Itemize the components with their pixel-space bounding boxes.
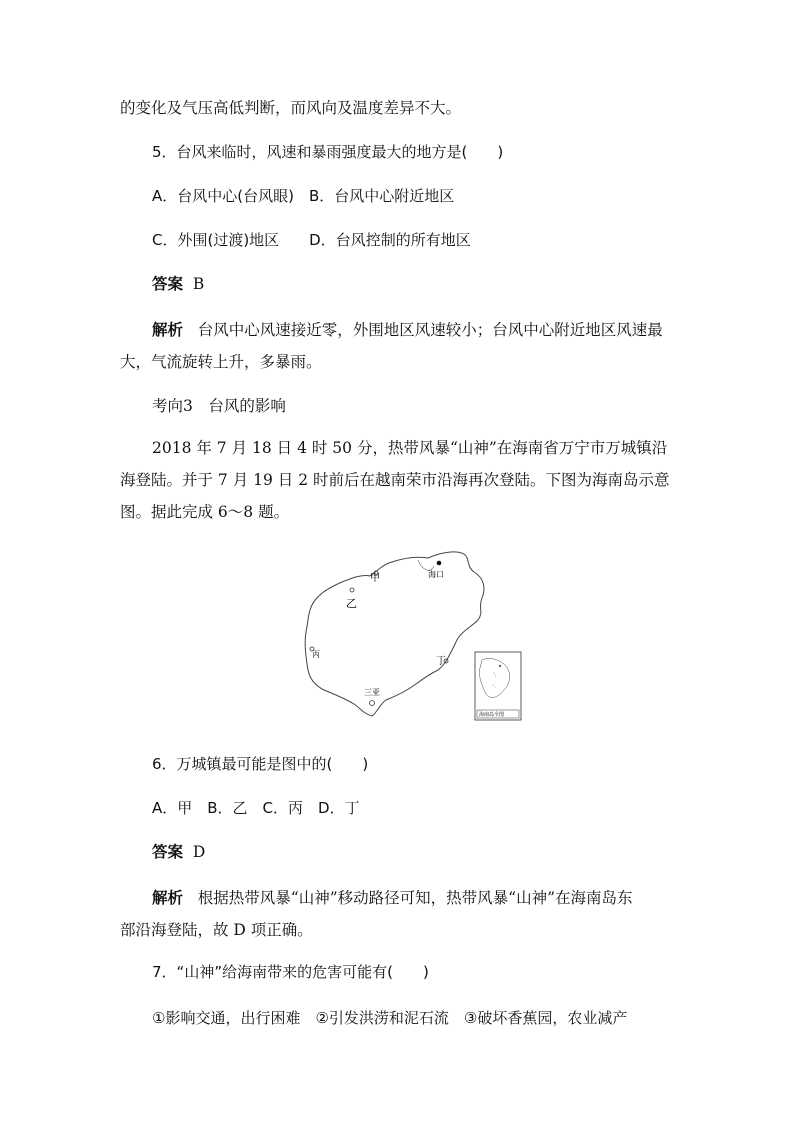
passage-line-3: 图。据此完成 6～8 题。 — [120, 503, 290, 521]
answer-5 — [152, 274, 204, 294]
analysis-label: 解析 — [152, 320, 184, 339]
question-5-options-cd: C．外围(过渡)地区 D．台风控制的所有地区 — [152, 231, 471, 249]
question-6-options: A．甲 B．乙 C．丙 D．丁 — [152, 799, 360, 817]
text-line: 的变化及气压高低判断，而风向及温度差异不大。 — [120, 99, 462, 117]
bing-label: 丙 — [312, 650, 320, 659]
haikou-label: 海口 — [428, 570, 444, 579]
jia-label: 甲 — [370, 573, 380, 584]
analysis-text: 台风中心风速接近零，外围地区风速较小；台风中心附近地区风速最 — [197, 321, 663, 339]
island-outline — [305, 552, 484, 716]
question-7-options: ①影响交通，出行困难 ②引发洪涝和泥石流 ③破坏香蕉园，农业减产 — [152, 1009, 628, 1027]
inset-label: 海南岛全图 — [479, 712, 505, 718]
analysis-6-line-1 — [152, 888, 633, 908]
analysis-label: 解析 — [152, 888, 184, 907]
answer-value: B — [192, 275, 205, 293]
hainan-map — [300, 548, 524, 724]
analysis-5-line-1 — [152, 320, 663, 340]
haikou-marker — [437, 561, 442, 566]
answer-label: 答案 — [152, 842, 184, 861]
analysis-5-line-2: 大，气流旋转上升，多暴雨。 — [120, 353, 322, 371]
question-5: 5．台风来临时，风速和暴雨强度最大的地方是( ) — [152, 143, 504, 161]
sanya-marker — [370, 701, 375, 706]
answer-6 — [152, 842, 205, 862]
passage-line-1: 2018 年 7 月 18 日 4 时 50 分，热带风暴“山神”在海南省万宁市万城镇沿 — [152, 439, 668, 457]
yi-label: 乙 — [346, 597, 357, 610]
analysis-text: 根据热带风暴“山神”移动路径可知，热带风暴“山神”在海南岛东 — [197, 889, 633, 907]
hainan-map-figure — [300, 548, 524, 724]
section-heading: 考向3 台风的影响 — [152, 397, 286, 415]
passage-line-2: 海登陆。并于 7 月 19 日 2 时前后在越南荣市沿海再次登陆。下图为海南岛示意 — [120, 471, 670, 489]
sanya-label: 三亚 — [364, 688, 380, 697]
question-7: 7．“山神”给海南带来的危害可能有( ) — [152, 963, 429, 981]
yi-marker — [350, 588, 354, 592]
question-5-options-ab: A．台风中心(台风眼) B．台风中心附近地区 — [152, 187, 455, 205]
answer-value: D — [192, 843, 206, 861]
answer-label: 答案 — [152, 274, 184, 293]
ding-label: 丁 — [436, 656, 446, 667]
question-6: 6．万城镇最可能是图中的( ) — [152, 755, 369, 773]
analysis-6-line-2: 部沿海登陆，故 D 项正确。 — [120, 921, 313, 939]
